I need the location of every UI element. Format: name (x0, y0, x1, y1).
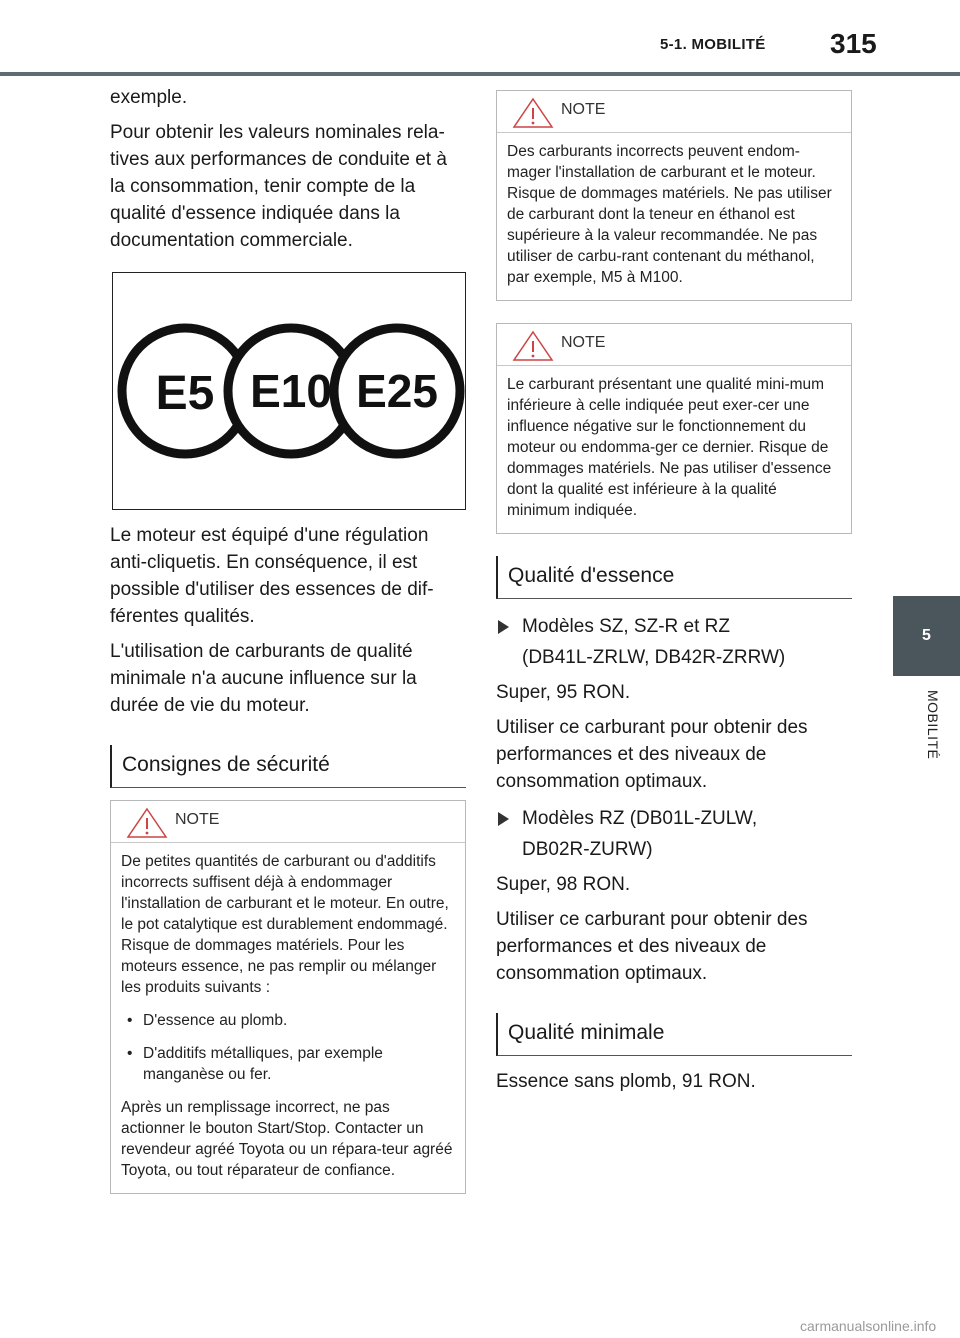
note-body (497, 366, 851, 533)
chapter-label-text: MOBILITÉ (925, 690, 941, 760)
fuel-label-illustration (113, 273, 465, 509)
model-item (496, 611, 852, 673)
section-heading: Qualité d'essence (496, 556, 852, 599)
left-column (110, 84, 466, 1216)
paragraph: Super, 98 RON. (496, 874, 631, 895)
note-label: NOTE (561, 334, 606, 351)
warning-icon (125, 807, 169, 839)
chapter-tab: 5 (893, 596, 960, 676)
arrow-bullet-icon (498, 812, 509, 826)
section-title: 5-1. MOBILITÉ (660, 36, 766, 53)
note-box (496, 90, 852, 301)
section-heading: Qualité minimale (496, 1013, 852, 1056)
page-number: 315 (830, 28, 877, 59)
note-bullet: • D'essence au plomb. (121, 1010, 455, 1031)
right-column (496, 90, 852, 1103)
fuel-label-figure (112, 272, 466, 510)
note-header (111, 801, 465, 843)
note-text: De petites quantités de carburant ou d'additifs incorrects suffisent déjà à endommager l'installation de carburant et le moteur. En outre, le pot catalytique est durablement endommagé. Risque de dommages matériels. Pour les moteurs essence, ne pas remplir ou mélanger les produits suivants : (121, 853, 449, 996)
paragraph: Pour obtenir les valeurs nominales rela-tives aux performances de conduite et à la consommation, tenir compte de la qualité d'essence indiquée dans la documentation commerciale. (110, 122, 447, 251)
model-code: (DB41L-ZRLW, DB42R-ZRRW) (522, 647, 786, 668)
page-header (0, 0, 960, 78)
watermark: carmanualsonline.info (800, 1318, 937, 1334)
paragraph: Le moteur est équipé d'une régulation anti-cliquetis. En conséquence, il est possible d'utiliser des essences de dif-férentes qualités. (110, 525, 434, 627)
note-label: NOTE (175, 811, 220, 828)
paragraph: Essence sans plomb, 91 RON. (496, 1071, 756, 1092)
paragraph: Utiliser ce carburant pour obtenir des performances et des niveaux de consommation optimaux. (496, 909, 808, 984)
note-text: Après un remplissage incorrect, ne pas actionner le bouton Start/Stop. Contacter un revendeur agréé Toyota ou un répara-teur agréé Toyota, ou tout réparateur de confiance. (121, 1099, 453, 1179)
note-body (111, 843, 465, 1193)
header-rule (0, 72, 960, 76)
e10-label: E10 (250, 365, 332, 417)
note-header (497, 91, 851, 133)
e5-label: E5 (155, 367, 215, 420)
note-text: Des carburants incorrects peuvent endom-mager l'installation de carburant et le moteur. Risque de dommages matériels. Ne pas utiliser de carburant dont la teneur en éthanol est supérieure à la valeur recommandée. Ne pas utiliser de carbu-rant contenant du méthanol, par exemple, M5 à M100. (507, 143, 832, 286)
arrow-bullet-icon (498, 620, 509, 634)
note-box (496, 323, 852, 534)
note-body (497, 133, 851, 300)
paragraph: Utiliser ce carburant pour obtenir des performances et des niveaux de consommation optimaux. (496, 717, 808, 792)
paragraph: exemple. (110, 87, 188, 108)
note-label: NOTE (561, 101, 606, 118)
e25-label: E25 (356, 365, 438, 417)
model-code: DB02R-ZURW) (522, 839, 653, 860)
note-bullet: • D'additifs métalliques, par exemple manganèse ou fer. (121, 1043, 455, 1085)
note-header (497, 324, 851, 366)
warning-icon (511, 97, 555, 129)
paragraph: Super, 95 RON. (496, 682, 631, 703)
model-item (496, 803, 852, 865)
note-box (110, 800, 466, 1194)
section-heading: Consignes de sécurité (110, 745, 466, 788)
note-text: Le carburant présentant une qualité mini-mum inférieure à celle indiquée peut exer-cer une influence négative sur le fonctionnement du moteur ou endomma-ger ce dernier. Risque de dommages matériels. Ne pas utiliser d'essence dont la qualité est inférieure à la qualité minimum indiquée. (507, 376, 832, 519)
paragraph: L'utilisation de carburants de qualité minimale n'a aucune influence sur la durée de vie du moteur. (110, 641, 417, 716)
warning-icon (511, 330, 555, 362)
model-name: Modèles RZ (DB01L-ZULW, (522, 808, 758, 829)
chapter-label (893, 690, 960, 800)
model-name: Modèles SZ, SZ-R et RZ (522, 616, 730, 637)
